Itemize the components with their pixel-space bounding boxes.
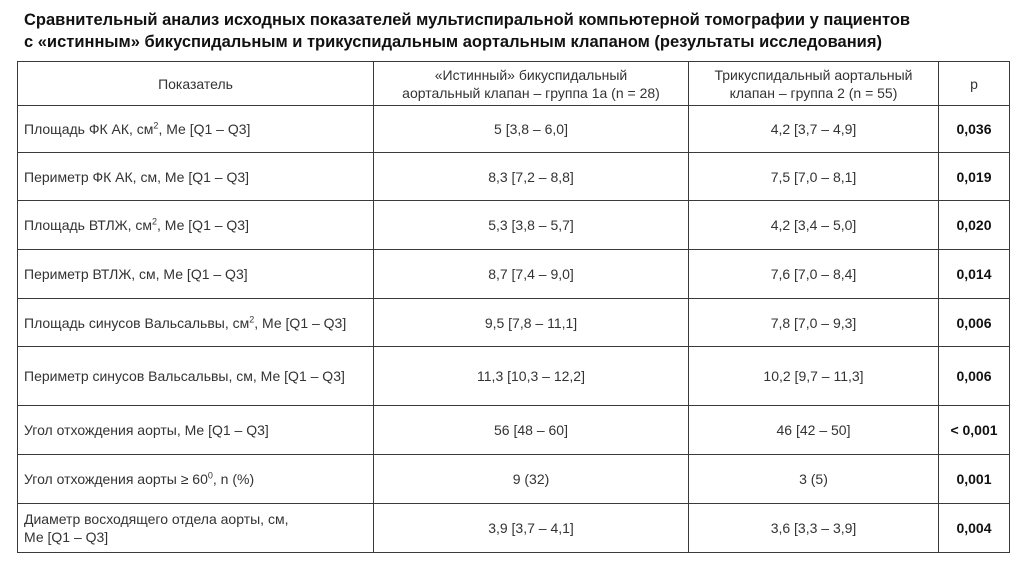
table-row <box>18 455 1010 504</box>
row-label <box>18 106 374 153</box>
group-1a-value: 3,9 [3,7 – 4,1] <box>374 504 689 553</box>
p-value: 0,001 <box>939 455 1010 504</box>
row-label: Периметр ВТЛЖ, см, Ме [Q1 – Q3] <box>18 250 374 299</box>
table-title-line-2: с «истинным» бикуспидальным и трикуспидальным аортальным клапаном (результаты исследования) <box>24 33 882 51</box>
row-label-text: Площадь ВТЛЖ, см <box>24 217 152 233</box>
row-label-text-end: , n (%) <box>212 471 255 487</box>
row-label <box>18 504 374 553</box>
p-value: 0,004 <box>939 504 1010 553</box>
table-row <box>18 201 1010 250</box>
header-group-2-line-2: клапан – группа 2 (n = 55) <box>729 84 898 101</box>
group-1a-value: 8,3 [7,2 – 8,8] <box>374 153 689 201</box>
p-value: 0,020 <box>939 201 1010 250</box>
superscript: 2 <box>152 216 158 227</box>
row-label <box>18 299 374 347</box>
table-header-row <box>18 62 1010 106</box>
table-row <box>18 299 1010 347</box>
group-2-value: 3,6 [3,3 – 3,9] <box>689 504 939 553</box>
row-label: Периметр синусов Вальсальвы, см, Ме [Q1 – Q3] <box>18 347 374 406</box>
comparison-table <box>17 61 1010 553</box>
row-label: Угол отхождения аорты, Ме [Q1 – Q3] <box>18 406 374 455</box>
header-group-1a <box>374 62 689 106</box>
group-2-value: 7,5 [7,0 – 8,1] <box>689 153 939 201</box>
group-2-value: 7,6 [7,0 – 8,4] <box>689 250 939 299</box>
p-value: 0,019 <box>939 153 1010 201</box>
group-2-value: 10,2 [9,7 – 11,3] <box>689 347 939 406</box>
header-group-2 <box>689 62 939 106</box>
group-2-value: 4,2 [3,4 – 5,0] <box>689 201 939 250</box>
group-2-value: 46 [42 – 50] <box>689 406 939 455</box>
header-group-2-line-1: Трикуспидальный аортальный <box>714 66 913 83</box>
p-value: 0,006 <box>939 299 1010 347</box>
row-label-text-end: , Ме [Q1 – Q3] <box>158 121 251 137</box>
group-2-value: 3 (5) <box>689 455 939 504</box>
table-row <box>18 347 1010 406</box>
table-title-line-1: Сравнительный анализ исходных показателей мультиспиральной компьютерной томографии у пациентов <box>24 11 911 29</box>
row-label: Периметр ФК АК, см, Ме [Q1 – Q3] <box>18 153 374 201</box>
table-row <box>18 406 1010 455</box>
row-label-text-end: , Ме [Q1 – Q3] <box>157 217 249 233</box>
table-title <box>24 9 1004 53</box>
row-label-text: Угол отхождения аорты ≥ 60 <box>24 471 208 487</box>
group-2-value: 7,8 [7,0 – 9,3] <box>689 299 939 347</box>
table-row <box>18 250 1010 299</box>
row-label-line-1: Диаметр восходящего отдела аорты, см, <box>24 511 289 527</box>
row-label-text: Площадь ФК АК, см <box>24 121 154 137</box>
group-1a-value: 9,5 [7,8 – 11,1] <box>374 299 689 347</box>
row-label <box>18 455 374 504</box>
table-row <box>18 153 1010 201</box>
p-value: 0,036 <box>939 106 1010 153</box>
group-1a-value: 11,3 [10,3 – 12,2] <box>374 347 689 406</box>
row-label-line-2: Ме [Q1 – Q3] <box>24 529 109 545</box>
table-row <box>18 504 1010 553</box>
row-label-text: Площадь синусов Вальсальвы, см <box>24 314 250 331</box>
group-1a-value: 8,7 [7,4 – 9,0] <box>374 250 689 299</box>
header-group-1a-line-1: «Истинный» бикуспидальный <box>434 66 628 83</box>
group-1a-value: 5 [3,8 – 6,0] <box>374 106 689 153</box>
p-value: 0,014 <box>939 250 1010 299</box>
p-value: < 0,001 <box>939 406 1010 455</box>
p-value: 0,006 <box>939 347 1010 406</box>
superscript: 2 <box>153 120 159 131</box>
header-group-1a-line-2: аортальный клапан – группа 1а (n = 28) <box>402 84 660 101</box>
group-1a-value: 5,3 [3,8 – 5,7] <box>374 201 689 250</box>
group-1a-value: 9 (32) <box>374 455 689 504</box>
group-1a-value: 56 [48 – 60] <box>374 406 689 455</box>
header-indicator: Показатель <box>18 62 374 106</box>
superscript: 2 <box>249 313 255 324</box>
row-label-text-end: , Ме [Q1 – Q3] <box>254 314 347 331</box>
header-p-value: p <box>939 62 1010 106</box>
row-label <box>18 201 374 250</box>
group-2-value: 4,2 [3,7 – 4,9] <box>689 106 939 153</box>
table-row <box>18 106 1010 153</box>
superscript: 0 <box>207 470 213 481</box>
